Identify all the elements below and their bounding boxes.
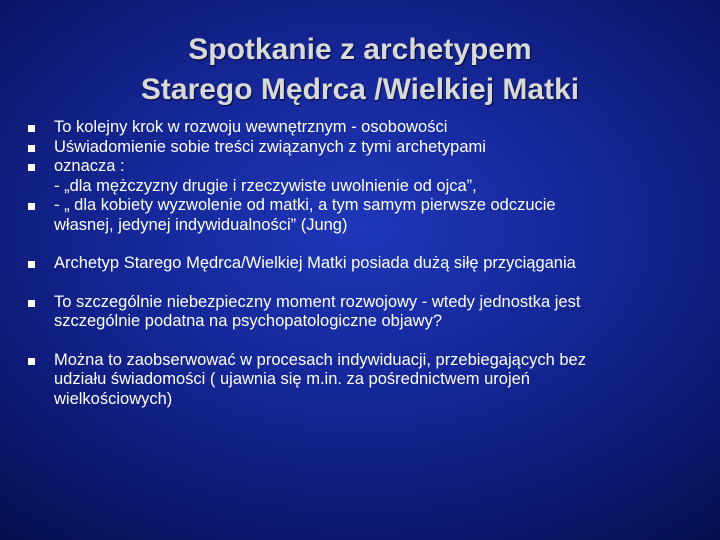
square-bullet-icon (28, 300, 35, 307)
square-bullet-icon (28, 261, 35, 268)
square-bullet-icon (28, 358, 35, 365)
title-line-1: Spotkanie z archetypem (188, 33, 532, 67)
bullet-text: Archetyp Starego Mędrca/Wielkiej Matki posiada dużą siłę przyciągania (54, 254, 576, 272)
bullet-item-1 (28, 118, 708, 138)
bullet-text: wielkościowych) (54, 389, 173, 408)
square-bullet-icon (28, 145, 35, 152)
bullet-item-6 (28, 293, 708, 332)
bullet-text: Można to zaobserwować w procesach indywiduacji, przebiegających bez (54, 350, 586, 369)
bullet-text: To kolejny krok w rozwoju wewnętrznym - osobowości (54, 118, 448, 136)
square-bullet-icon (28, 125, 35, 132)
bullet-text: Uświadomienie sobie treści związanych z tymi archetypami (54, 137, 486, 156)
bullet-text: własnej, jedynej indywidualności” (Jung) (54, 215, 348, 234)
slide-title (0, 30, 720, 110)
square-bullet-icon (28, 203, 35, 210)
bullet-text: szczególnie podatna na psychopatologiczne objawy? (54, 312, 443, 330)
bullet-text: udziału świadomości ( ujawnia się m.in. za pośrednictwem urojeń (54, 370, 530, 388)
bullet-list (28, 118, 708, 409)
bullet-text: oznacza : (54, 157, 125, 175)
bullet-item-5 (28, 254, 708, 274)
bullet-item-4 (28, 196, 708, 235)
bullet-text: To szczególnie niebezpieczny moment rozwojowy - wtedy jednostka jest (54, 292, 581, 311)
square-bullet-icon (28, 164, 35, 171)
bullet-text: - „ dla kobiety wyzwolenie od matki, a tym samym pierwsze odczucie (54, 196, 556, 214)
bullet-text: - „dla mężczyzny drugie i rzeczywiste uwolnienie od ojca”, (54, 176, 477, 195)
title-line-2: Starego Mędrca /Wielkiej Matki (140, 73, 580, 107)
bullet-item-3 (28, 157, 708, 196)
bullet-item-2 (28, 138, 708, 158)
bullet-item-7 (28, 351, 708, 410)
